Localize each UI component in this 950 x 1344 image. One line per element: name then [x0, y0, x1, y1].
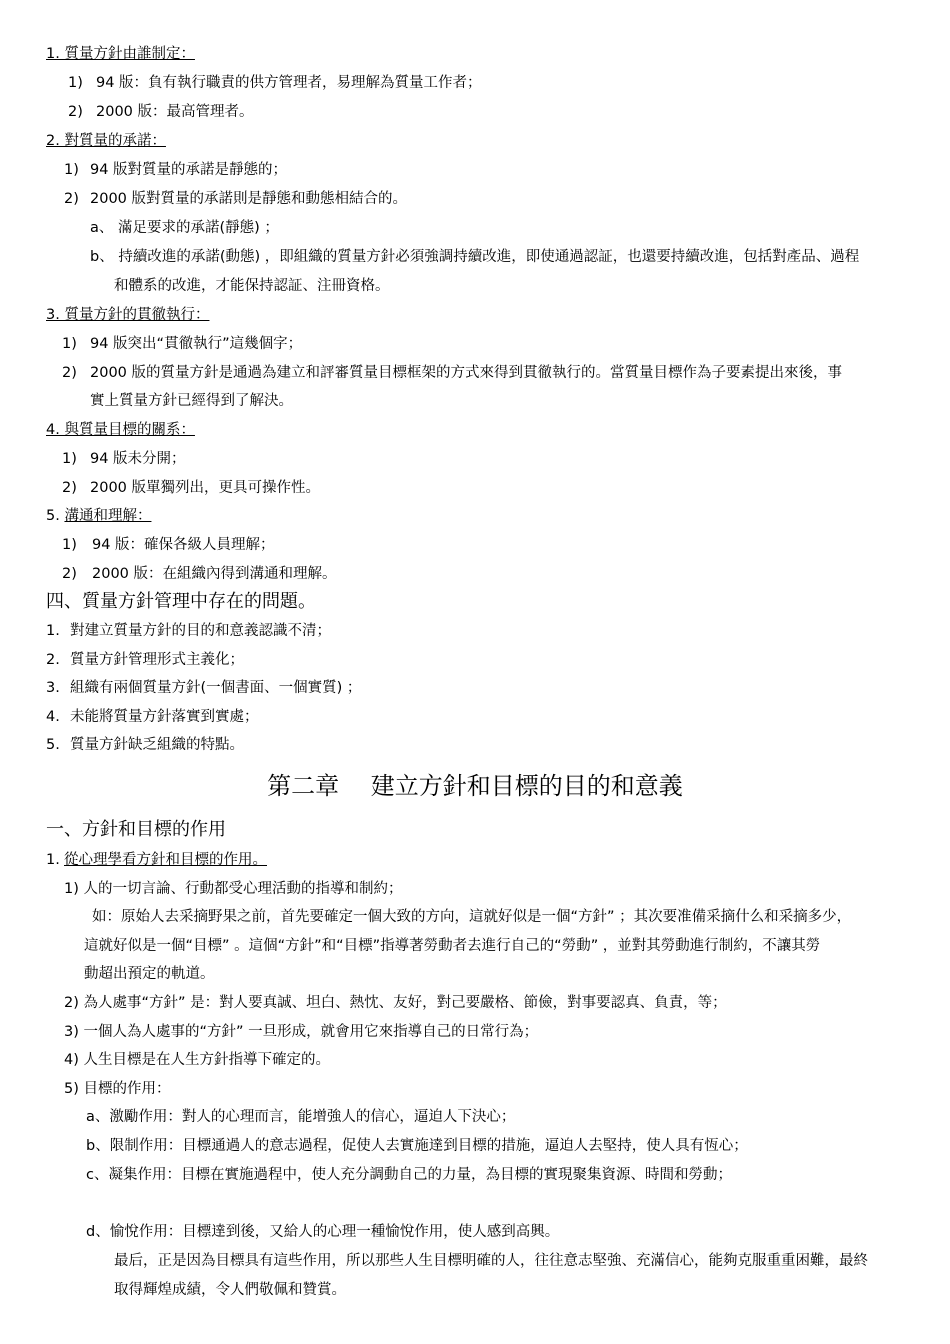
list-item: 3) 一個人為人處事的“方針” 一旦形成，就會用它來指導自己的日常行為； [64, 1024, 539, 1040]
list-item: 2) 2000 版的質量方針是通過為建立和評審質量目標框架的方式來得到貫徹執行的。當質量目標作為子要素提出來後，事 [62, 365, 843, 381]
list-item: 1) 94 版對質量的承諾是靜態的； [64, 162, 288, 178]
list-item: b、限制作用：目標通過人的意志過程，促使人去實施達到目標的措施，逼迫人去堅持，使人具有恆心； [86, 1138, 748, 1154]
list-item: 1. 對建立質量方針的目的和意義認識不清； [46, 623, 331, 639]
paragraph-line: 最后，正是因為目標具有這些作用，所以那些人生目標明確的人，往往意志堅強、充滿信心，能夠克服重重困難，最終 [114, 1253, 868, 1269]
list-item: 2) 2000 版對質量的承諾則是靜態和動態相結合的。 [64, 191, 408, 207]
section-1-title: 1. 質量方針由誰制定： [46, 46, 195, 62]
chapter-title: 第二章 建立方針和目標的目的和意義 [267, 772, 683, 800]
list-item: 2) 2000 版單獨列出，更具可操作性。 [62, 480, 321, 496]
list-item: a、 滿足要求的承諾(靜態) ； [90, 220, 279, 236]
paragraph-line: 取得輝煌成績，令人們敬佩和贊賞。 [114, 1282, 346, 1298]
list-item: a、激勵作用：對人的心理而言，能增強人的信心，逼迫人下決心； [86, 1109, 516, 1125]
list-item: 1) 94 版：負有執行職責的供方管理者，易理解為質量工作者； [68, 75, 482, 91]
list-item: 2. 質量方針管理形式主義化； [46, 652, 244, 668]
list-item: 1) 94 版突出“貫徹執行”這幾個字； [62, 336, 303, 352]
problems-heading: 四、質量方針管理中存在的問題。 [46, 591, 316, 612]
paragraph-line: 動超出預定的軌道。 [84, 966, 215, 982]
list-item: 4. 未能將質量方針落實到實處； [46, 709, 259, 725]
role-heading: 一、方針和目標的作用 [46, 819, 226, 840]
section-2-title: 2. 對質量的承諾： [46, 133, 166, 149]
list-item: 2) 2000 版：最高管理者。 [68, 104, 254, 120]
paragraph-line: 實上質量方針已經得到了解決。 [90, 393, 293, 409]
paragraph-line: 如：原始人去采摘野果之前，首先要確定一個大致的方向，這就好似是一個“方針” ；其次要准備采摘什么和采摘多少， [92, 909, 852, 925]
list-item: 2) 2000 版：在組織內得到溝通和理解。 [62, 566, 337, 582]
paragraph-line: 和體系的改進，才能保持認証、注冊資格。 [114, 278, 390, 294]
list-item: c、凝集作用：目標在實施過程中，使人充分調動自己的力量，為目標的實現聚集資源、時間和勞動； [86, 1167, 732, 1183]
list-item: 5) 目標的作用： [64, 1081, 171, 1097]
list-item: 1) 94 版：確保各級人員理解； [62, 537, 275, 553]
section-3-title: 3. 質量方針的貫徹執行： [46, 307, 210, 323]
list-item: 2) 為人處事“方針” 是：對人要真誠、坦白、熱忱、友好，對己要嚴格、節儉，對事要認真、負責，等； [64, 995, 727, 1011]
list-item: 1) 94 版未分開； [62, 451, 186, 467]
list-item: b、 持續改進的承諾(動態) ，即組織的質量方針必須強調持續改進，即使通過認証，也還要持續改進，包括對產品、過程 [90, 249, 860, 265]
section-5-title: 5. 溝通和理解： [46, 508, 152, 524]
section-4-title: 4. 與質量目標的關系： [46, 422, 195, 438]
subsection-title: 1. 從心理學看方針和目標的作用。 [46, 852, 267, 868]
list-item: 4) 人生目標是在人生方針指導下確定的。 [64, 1052, 330, 1068]
paragraph-line: 這就好似是一個“目標” 。這個“方針”和“目標”指導著勞動者去進行自己的“勞動” ，並對其勞動進行制約，不讓其勞 [84, 938, 821, 954]
list-item: d、愉悅作用：目標達到後，又給人的心理一種愉悅作用，使人感到高興。 [86, 1224, 560, 1240]
list-item: 1) 人的一切言論、行動都受心理活動的指導和制約； [64, 881, 403, 897]
list-item: 5. 質量方針缺乏組織的特點。 [46, 737, 244, 753]
list-item: 3. 組織有兩個質量方針(一個書面、一個實質) ； [46, 680, 362, 696]
